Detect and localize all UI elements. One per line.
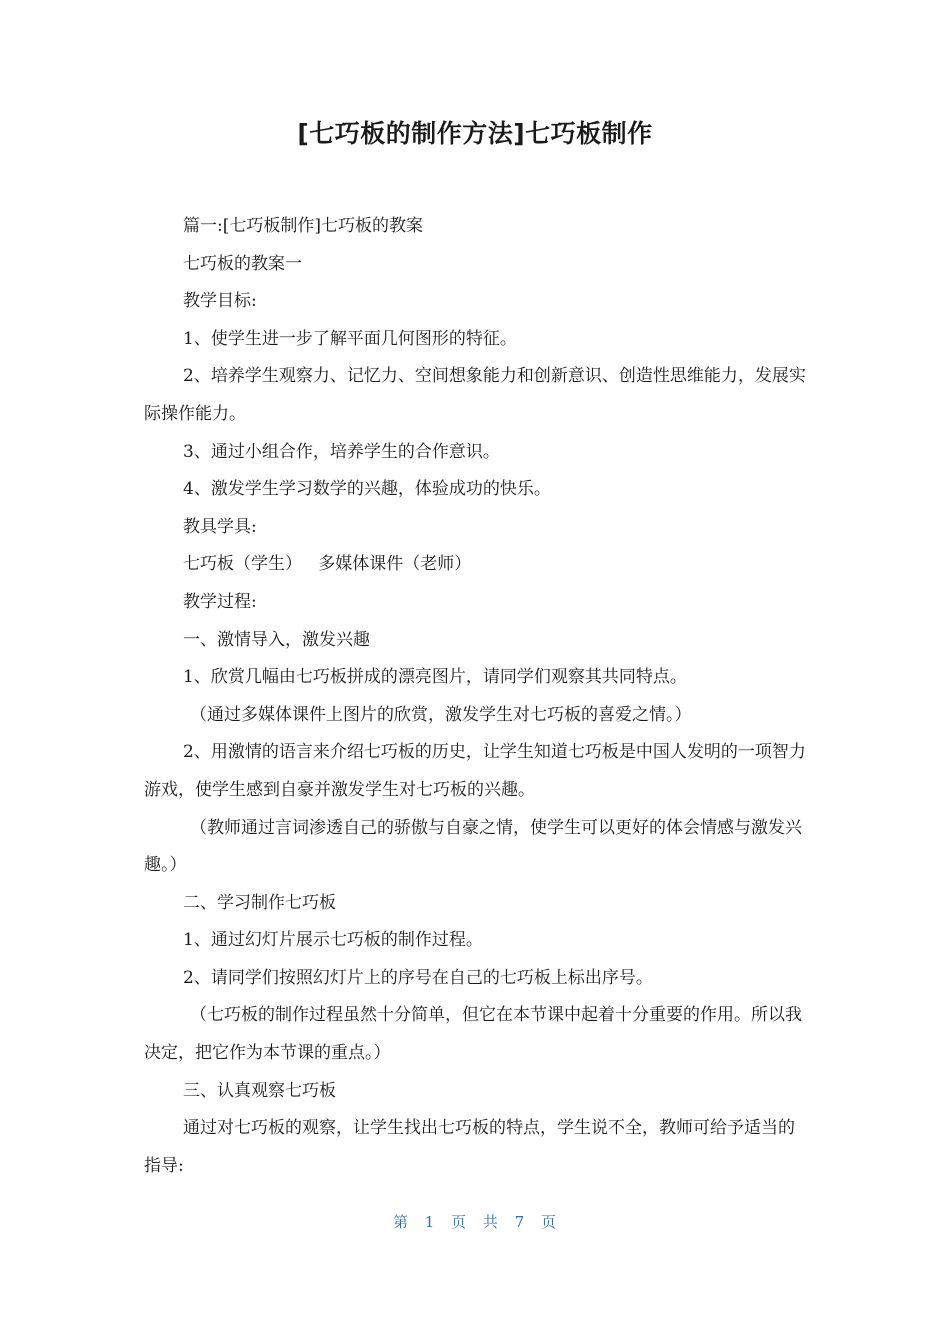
paragraph: 2、请同学们按照幻灯片上的序号在自己的七巧板上标出序号。 — [183, 967, 653, 988]
paragraph: 2、用激情的语言来介绍七巧板的历史，让学生知道七巧板是中国人发明的一项智力游戏，使学生感到自豪并激发学生对七巧板的兴趣。 — [144, 742, 806, 800]
paragraph: 1、通过幻灯片展示七巧板的制作过程。 — [183, 930, 483, 951]
page-number-footer: 第 1 页 共 7 页 — [393, 1213, 557, 1231]
paragraph: 1、使学生进一步了解平面几何图形的特征。 — [183, 328, 517, 349]
paragraph: 1、欣赏几幅由七巧板拼成的漂亮图片，请同学们观察其共同特点。 — [183, 667, 687, 688]
paragraph: 教学过程: — [183, 591, 257, 612]
document-title: [七巧板的制作方法]七巧板制作 — [297, 119, 653, 148]
paragraph: 七巧板（学生） 多媒体课件（老师） — [183, 554, 472, 575]
paragraph: 教具学具: — [183, 516, 257, 537]
paragraph: 三、认真观察七巧板 — [183, 1080, 336, 1101]
paragraph: 2、培养学生观察力、记忆力、空间想象能力和创新意识、创造性思维能力，发展实际操作能力。 — [144, 366, 806, 424]
paragraph: （七巧板的制作过程虽然十分简单，但它在本节课中起着十分重要的作用。所以我决定，把它作为本节课的重点。） — [144, 1005, 802, 1064]
subheading: 七巧板的教案一 — [183, 253, 302, 274]
section-heading: 篇一:[七巧板制作]七巧板的教案 — [183, 216, 423, 236]
paragraph: 通过对七巧板的观察，让学生找出七巧板的特点，学生说不全，教师可给予适当的指导: — [144, 1118, 795, 1176]
paragraph: （教师通过言词渗透自己的骄傲与自豪之情，使学生可以更好的体会情感与激发兴趣。） — [144, 817, 802, 876]
paragraph: 一、激情导入，激发兴趣 — [183, 629, 370, 650]
paragraph: 二、学习制作七巧板 — [183, 892, 336, 913]
paragraph: 3、通过小组合作，培养学生的合作意识。 — [183, 441, 500, 462]
paragraph: 教学目标: — [183, 291, 257, 312]
paragraph: （通过多媒体课件上图片的欣赏，激发学生对七巧板的喜爱之情。） — [190, 704, 692, 725]
document-body — [144, 208, 810, 1185]
paragraph: 4、激发学生学习数学的兴趣，体验成功的快乐。 — [183, 479, 551, 500]
